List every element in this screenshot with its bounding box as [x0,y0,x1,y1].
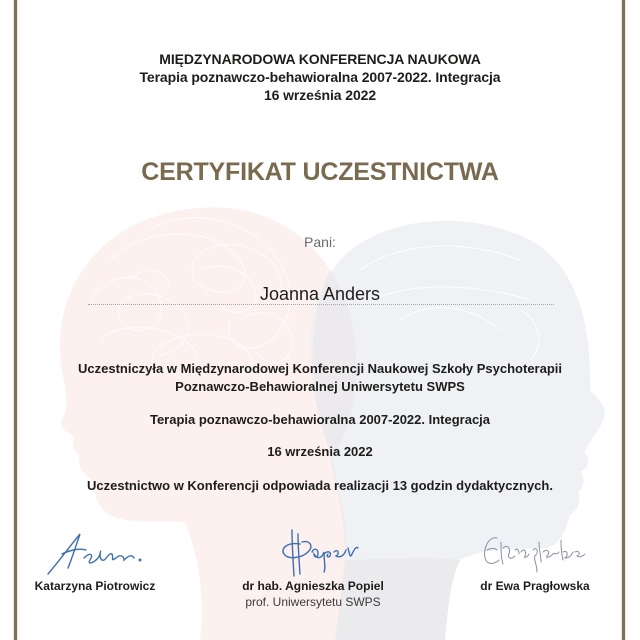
conference-title-text: Terapia poznawczo-behawioralna 2007-2022. Integracja [149,412,491,427]
conference-name: Terapia poznawczo-behawioralna 2007-2022. Integracja [139,69,501,85]
signature-block-popiel [228,528,398,610]
participation-line-2: Poznawczo-Behawioralnej Uniwersytetu SWPS [175,379,465,394]
conference-header [0,50,640,104]
conference-date-text: 16 września 2022 [267,444,373,459]
conference-type: MIĘDZYNARODOWA KONFERENCJA NAUKOWA [159,51,481,67]
conference-date: 16 września 2022 [263,87,377,103]
signature-block-piotrowicz [30,528,160,594]
certificate-title: CERTYFIKAT UCZESTNICTWA [141,158,499,186]
signatory-role: prof. Uniwersytetu SWPS [245,595,381,609]
handwritten-signature-icon [475,528,595,578]
recipient-name: Joanna Anders [259,284,381,304]
signatory-name: dr Ewa Pragłowska [480,579,590,593]
handwritten-signature-icon [258,528,368,578]
signatory-name: Katarzyna Piotrowicz [34,579,156,593]
participation-statement [0,360,640,396]
salutation: Pani: [304,234,336,250]
name-dotted-line [88,304,554,305]
participation-line-1: Uczestniczyła w Międzynarodowej Konferencji Naukowej Szkoły Psychoterapii [77,361,563,376]
handwritten-signature-icon [40,528,150,578]
signature-block-praglowska [470,528,600,594]
signatory-name: dr hab. Agnieszka Popiel [242,579,384,593]
hours-statement: Uczestnictwo w Konferencji odpowiada realizacji 13 godzin dydaktycznych. [87,478,553,493]
